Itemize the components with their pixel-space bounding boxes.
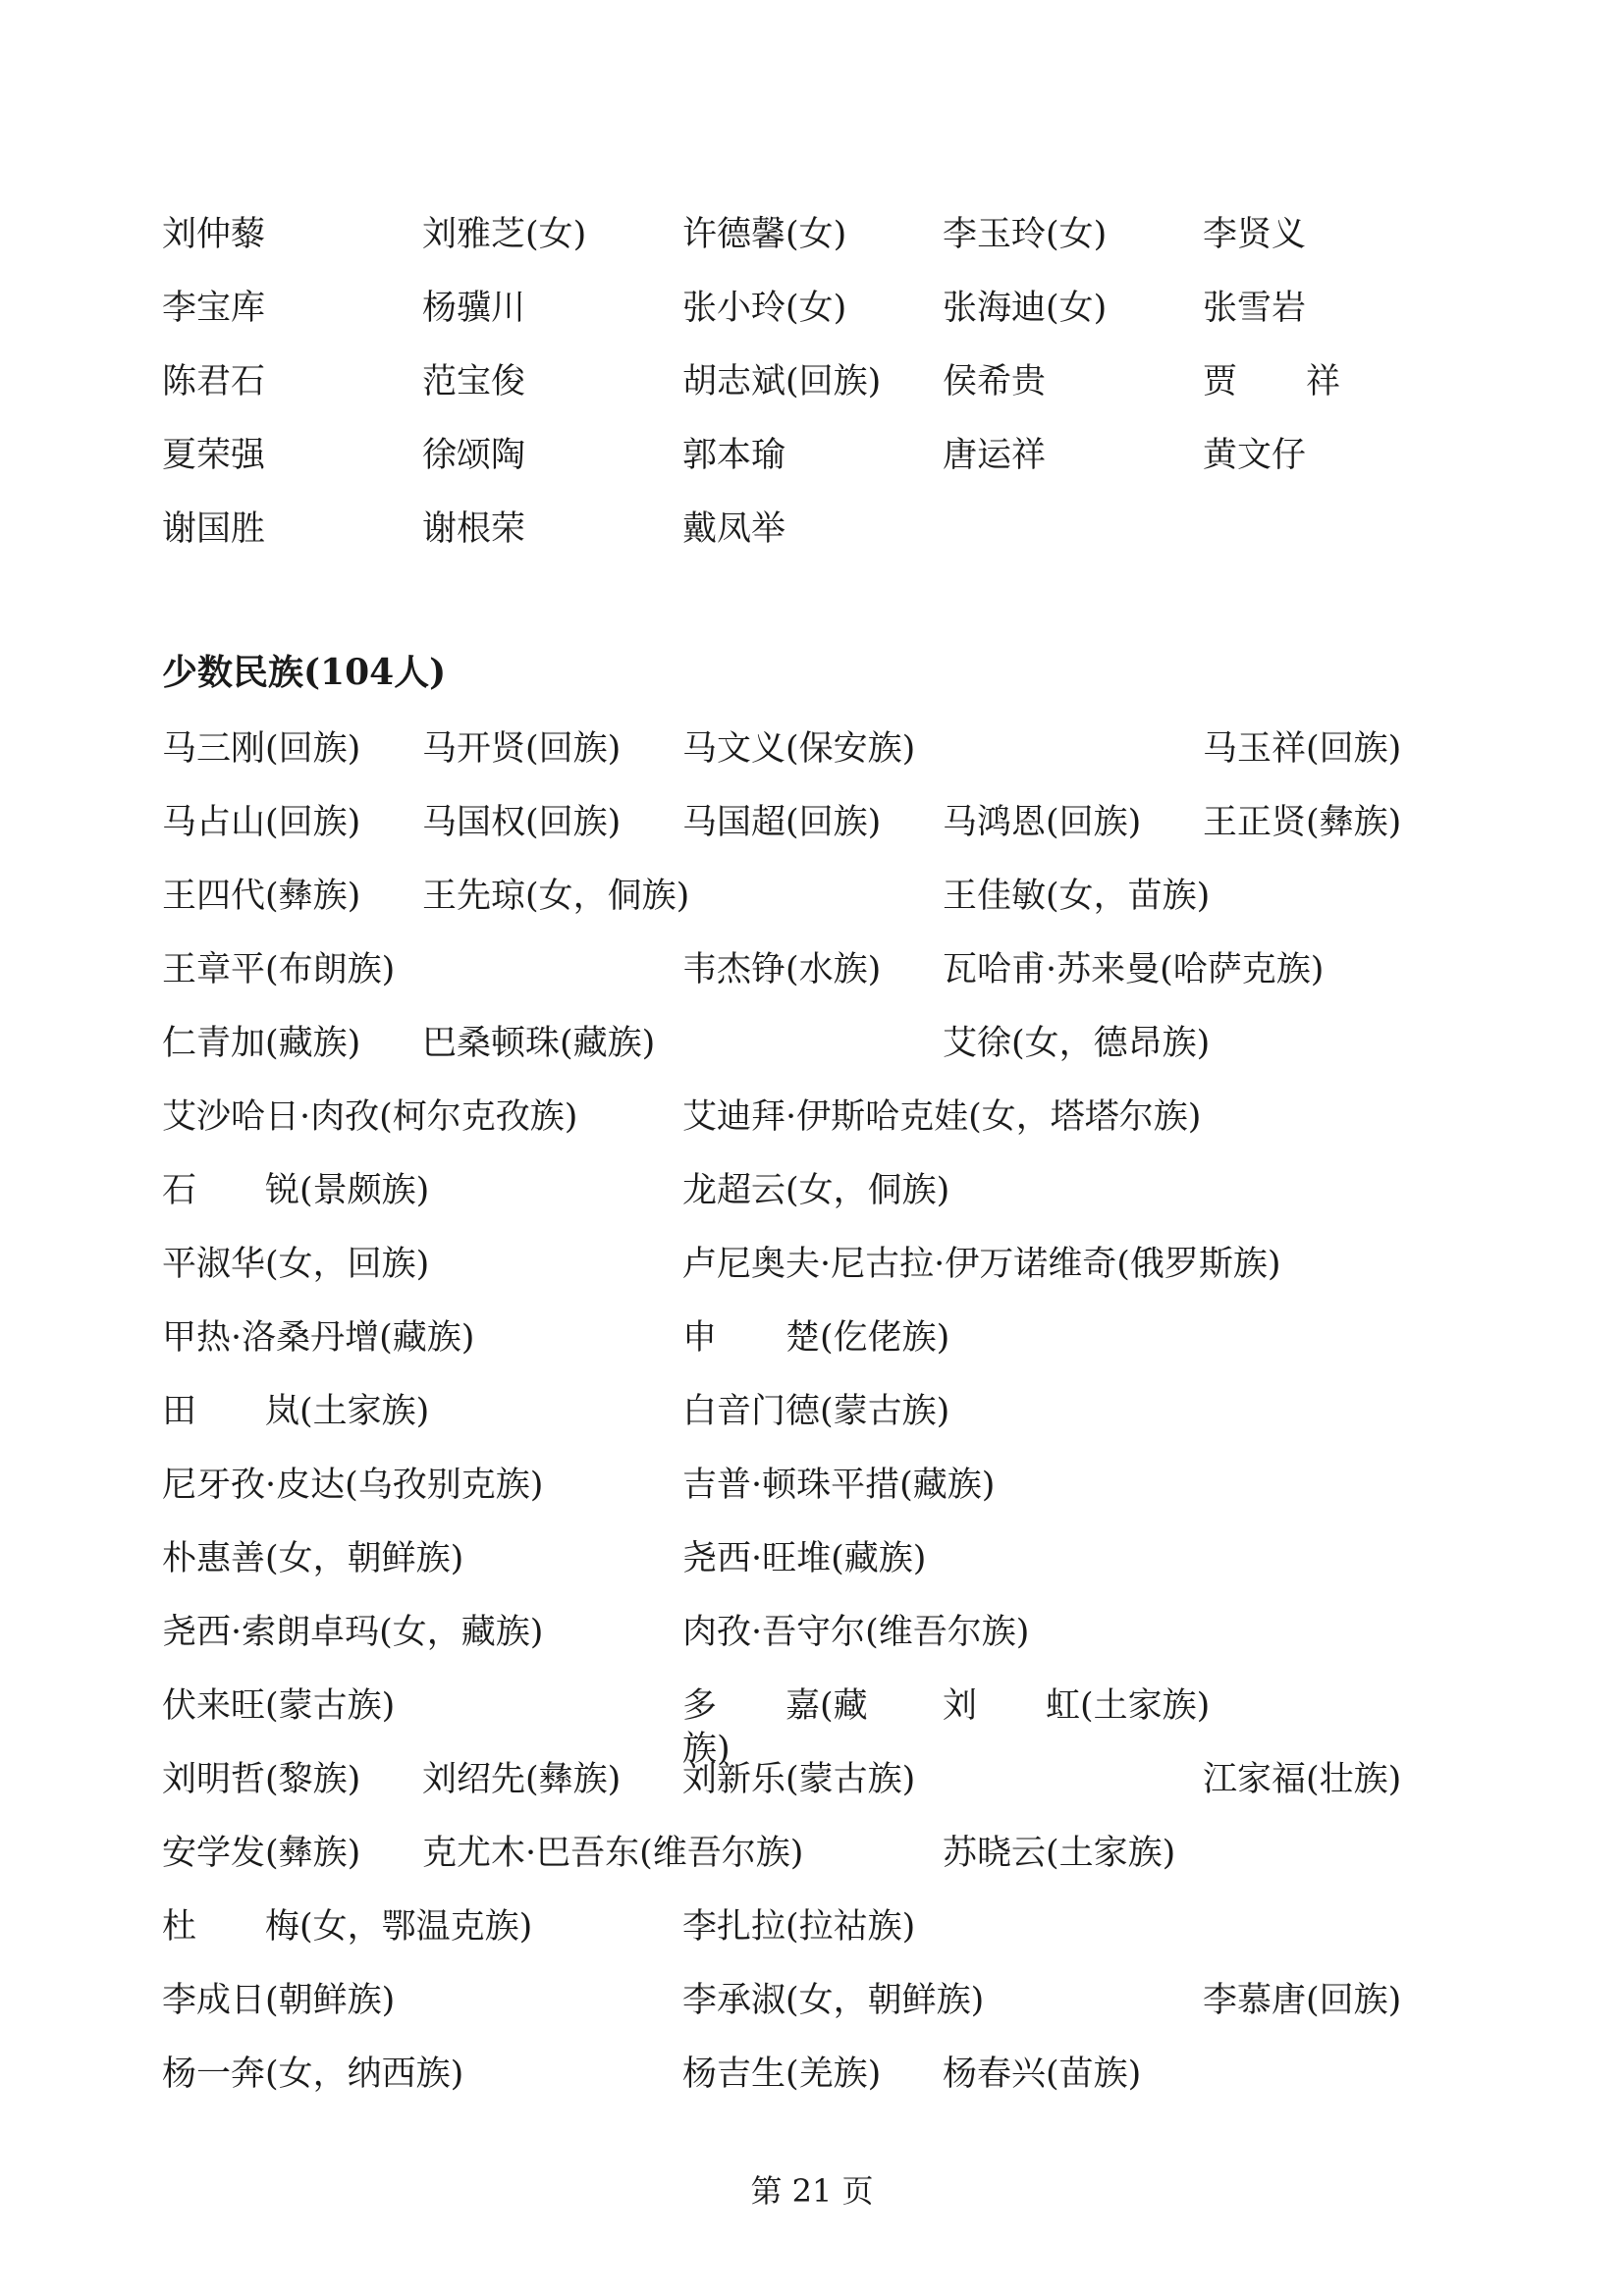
name-entry: 李玉玲(女) — [943, 215, 1108, 254]
name-entry: 王佳敏(女，苗族) — [943, 877, 1211, 916]
name-entry: 吉普·顿珠平措(藏族) — [682, 1466, 996, 1505]
name-entry: 徐颂陶 — [422, 436, 526, 475]
name-entry: 杨春兴(苗族) — [943, 2055, 1142, 2094]
name-entry: 张海迪(女) — [943, 289, 1108, 328]
name-entry: 王章平(布朗族) — [162, 950, 396, 989]
name-entry: 艾沙哈日·肉孜(柯尔克孜族) — [162, 1097, 578, 1137]
name-entry: 许德馨(女) — [682, 215, 847, 254]
name-entry: 龙超云(女，侗族) — [682, 1171, 950, 1210]
name-entry: 马三刚(回族) — [162, 729, 361, 769]
name-entry: 石 锐(景颇族) — [162, 1171, 430, 1210]
name-entry: 平淑华(女，回族) — [162, 1245, 430, 1284]
name-entry: 谢根荣 — [422, 509, 526, 549]
page-number: 第 21 页 — [750, 2172, 874, 2210]
name-entry: 马占山(回族) — [162, 803, 361, 842]
name-entry: 马文义(保安族) — [682, 729, 916, 769]
name-entry: 韦杰铮(水族) — [682, 950, 882, 989]
name-entry: 尧西·索朗卓玛(女，藏族) — [162, 1613, 544, 1652]
name-entry: 安学发(彝族) — [162, 1834, 361, 1873]
name-entry: 范宝俊 — [422, 362, 526, 401]
name-entry: 王正贤(彝族) — [1203, 803, 1402, 842]
name-entry: 王先琼(女，侗族) — [422, 877, 690, 916]
name-entry: 白音门德(蒙古族) — [682, 1392, 950, 1431]
name-entry: 刘雅芝(女) — [422, 215, 587, 254]
name-entry: 郭本瑜 — [682, 436, 786, 475]
name-entry: 王四代(彝族) — [162, 877, 361, 916]
name-entry: 肉孜·吾守尔(维吾尔族) — [682, 1613, 1030, 1652]
name-entry: 江家福(壮族) — [1203, 1760, 1402, 1799]
name-entry: 马国超(回族) — [682, 803, 882, 842]
name-entry: 杨吉生(羌族) — [682, 2055, 882, 2094]
name-entry: 杨骥川 — [422, 289, 526, 328]
name-entry: 陈君石 — [162, 362, 266, 401]
name-entry: 苏晓云(土家族) — [943, 1834, 1176, 1873]
name-entry: 李慕唐(回族) — [1203, 1981, 1402, 2020]
name-entry: 瓦哈甫·苏来曼(哈萨克族) — [943, 950, 1325, 989]
name-entry: 张小玲(女) — [682, 289, 847, 328]
name-entry: 刘仲藜 — [162, 215, 266, 254]
name-entry: 申 楚(仡佬族) — [682, 1318, 950, 1358]
name-entry: 刘新乐(蒙古族) — [682, 1760, 916, 1799]
name-entry: 李宝库 — [162, 289, 266, 328]
name-entry: 侯希贵 — [943, 362, 1047, 401]
name-entry: 刘 虹(土家族) — [943, 1686, 1211, 1726]
name-entry: 克尤木·巴吾东(维吾尔族) — [422, 1834, 804, 1873]
name-entry: 巴桑顿珠(藏族) — [422, 1024, 656, 1063]
name-entry: 唐运祥 — [943, 436, 1047, 475]
name-entry: 艾徐(女，德昂族) — [943, 1024, 1211, 1063]
name-entry: 卢尼奥夫·尼古拉·伊万诺维奇(俄罗斯族) — [682, 1245, 1281, 1284]
name-entry: 夏荣强 — [162, 436, 266, 475]
name-entry: 黄文仔 — [1203, 436, 1307, 475]
name-entry: 尼牙孜·皮达(乌孜别克族) — [162, 1466, 544, 1505]
name-entry: 田 岚(土家族) — [162, 1392, 430, 1431]
name-entry: 朴惠善(女，朝鲜族) — [162, 1539, 464, 1578]
name-entry: 谢国胜 — [162, 509, 266, 549]
name-entry: 多 嘉(藏族) — [682, 1686, 868, 1769]
name-entry: 尧西·旺堆(藏族) — [682, 1539, 927, 1578]
name-entry: 李成日(朝鲜族) — [162, 1981, 396, 2020]
name-entry: 马国权(回族) — [422, 803, 622, 842]
section-heading-ethnic-minorities: 少数民族(104人) — [162, 652, 447, 693]
name-entry: 贾 祥 — [1203, 362, 1341, 401]
name-entry: 杨一奔(女，纳西族) — [162, 2055, 464, 2094]
name-entry: 马鸿恩(回族) — [943, 803, 1142, 842]
name-entry: 杜 梅(女，鄂温克族) — [162, 1907, 533, 1947]
name-entry: 马开贤(回族) — [422, 729, 622, 769]
name-entry: 李承淑(女，朝鲜族) — [682, 1981, 985, 2020]
name-entry: 仁青加(藏族) — [162, 1024, 361, 1063]
name-entry: 伏来旺(蒙古族) — [162, 1686, 396, 1726]
name-entry: 李扎拉(拉祜族) — [682, 1907, 916, 1947]
name-entry: 戴凤举 — [682, 509, 786, 549]
name-entry: 李贤义 — [1203, 215, 1307, 254]
name-entry: 张雪岩 — [1203, 289, 1307, 328]
name-entry: 刘明哲(黎族) — [162, 1760, 361, 1799]
name-entry: 马玉祥(回族) — [1203, 729, 1402, 769]
name-entry: 甲热·洛桑丹增(藏族) — [162, 1318, 475, 1358]
name-entry: 艾迪拜·伊斯哈克娃(女，塔塔尔族) — [682, 1097, 1202, 1137]
name-entry: 胡志斌(回族) — [682, 362, 882, 401]
name-entry: 刘绍先(彝族) — [422, 1760, 622, 1799]
